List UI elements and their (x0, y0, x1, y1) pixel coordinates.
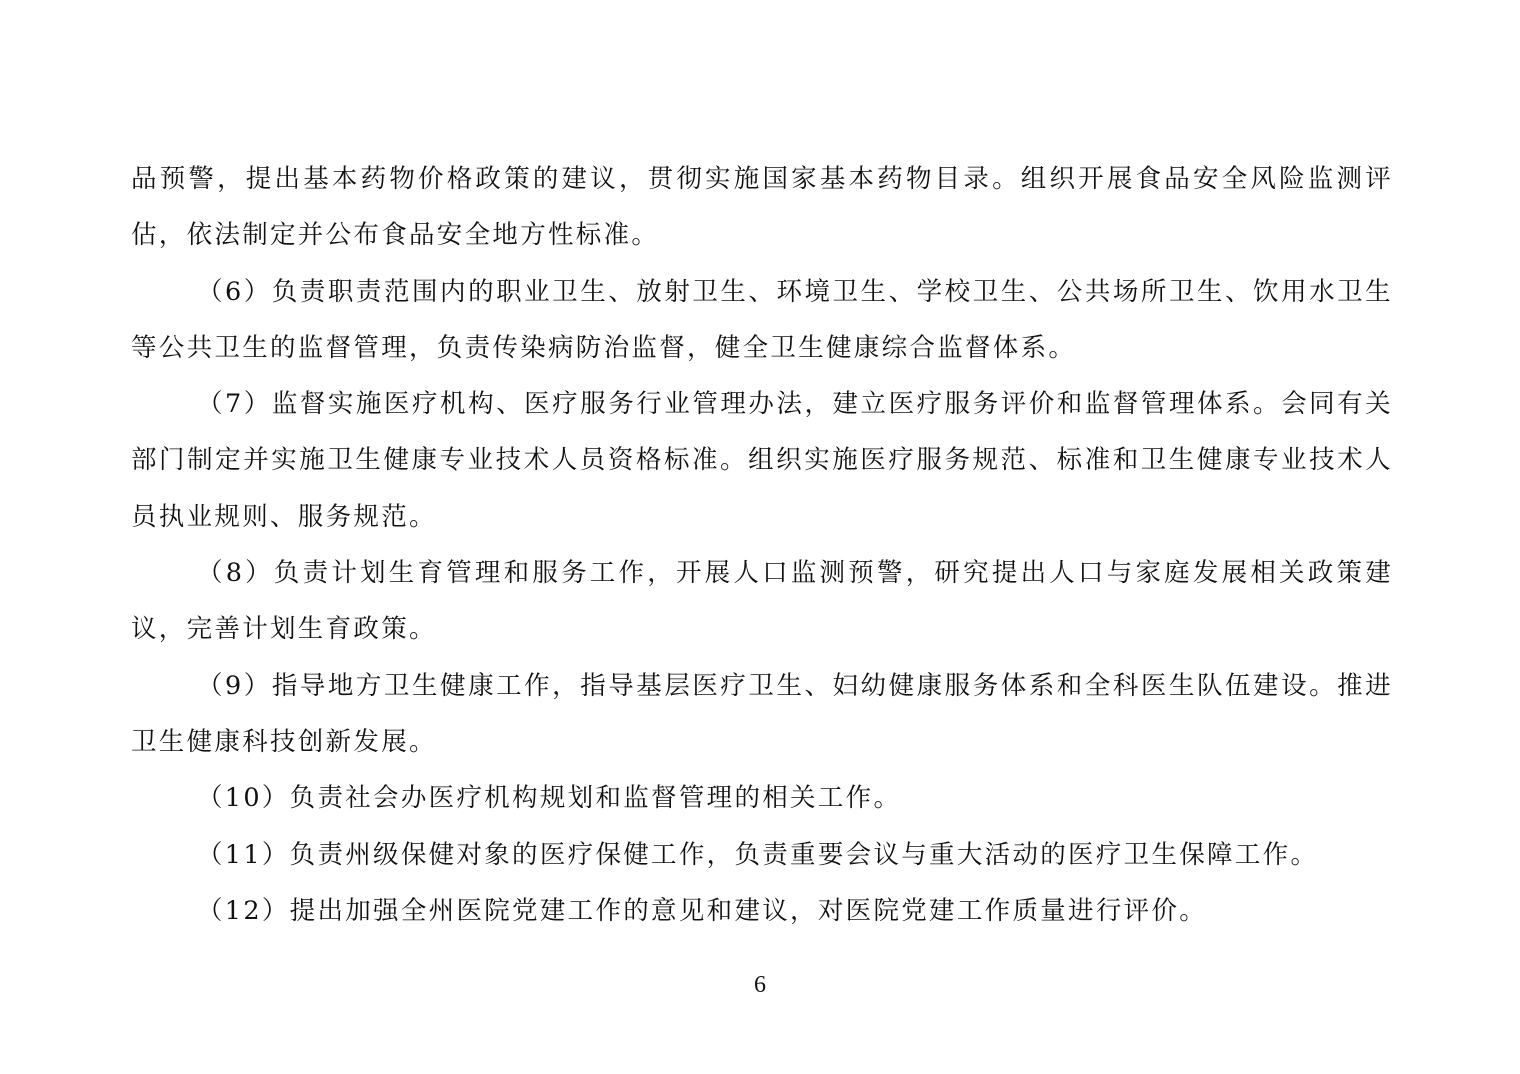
paragraph-item-8: （8）负责计划生育管理和服务工作，开展人口监测预警，研究提出人口与家庭发展相关政策建议，完善计划生育政策。 (131, 558, 1393, 645)
paragraph-item-7: （7）监督实施医疗机构、医疗服务行业管理办法，建立医疗服务评价和监督管理体系。会同有关部门制定并实施卫生健康专业技术人员资格标准。组织实施医疗服务规范、标准和卫生健康专业技术人员执业规则、服务规范。 (131, 389, 1393, 532)
paragraph-continuation: 品预警，提出基本药物价格政策的建议，贯彻实施国家基本药物目录。组织开展食品安全风险监测评估，依法制定并公布食品安全地方性标准。 (131, 164, 1393, 251)
paragraph-item-12: （12）提出加强全州医院党建工作的意见和建议，对医院党建工作质量进行评价。 (197, 895, 1208, 926)
paragraph-item-9: （9）指导地方卫生健康工作，指导基层医疗卫生、妇幼健康服务体系和全科医生队伍建设。推进卫生健康科技创新发展。 (131, 670, 1393, 757)
paragraph-item-11: （11）负责州级保健对象的医疗保健工作，负责重要会议与重大活动的医疗卫生保障工作。 (197, 839, 1319, 870)
document-body (131, 151, 1393, 939)
paragraph-item-10: （10）负责社会办医疗机构规划和监督管理的相关工作。 (197, 783, 902, 814)
paragraph-item-6: （6）负责职责范围内的职业卫生、放射卫生、环境卫生、学校卫生、公共场所卫生、饮用水卫生等公共卫生的监督管理，负责传染病防治监督，健全卫生健康综合监督体系。 (131, 276, 1393, 363)
page-number: 6 (754, 972, 766, 998)
